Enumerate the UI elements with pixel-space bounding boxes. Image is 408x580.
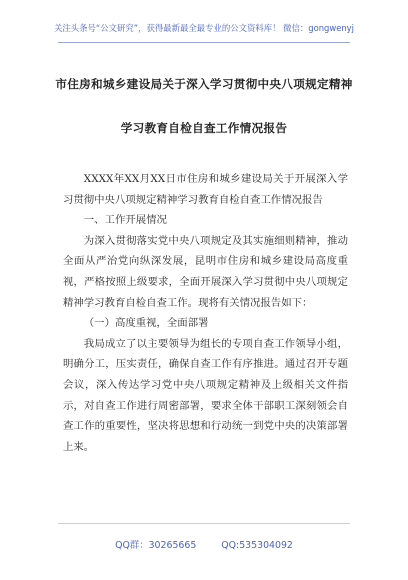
intro-paragraph: XXXX年XX月XX日市住房和城乡建设局关于开展深入学习贯彻中央八项规定精神学习教育自检自查工作情况报告 <box>63 173 348 206</box>
footer <box>0 537 408 551</box>
header-banner: 关注头条号“公文研究”，获得最新最全最专业的公文资料库！ 微信：gongwenyj <box>54 23 354 33</box>
section-heading-work-status: 一、工作开展情况 <box>83 214 167 227</box>
document-title-line-2: 学习教育自检自查工作情况报告 <box>120 121 288 135</box>
body-paragraph: 为深入贯彻落实党中央八项规定及其实施细则精神，推动全面从严治党向纵深发展，昆明市住房和城乡建设局高度重视，严格按照上级要求，全面开展深入学习贯彻中央八项规定精神学习教育自检自查工作。现将有关情况报告如下： <box>63 234 348 309</box>
header-divider <box>58 42 350 43</box>
body-paragraph: 我局成立了以主要领导为组长的专项自查工作领导小组，明确分工，压实责任，确保自查工作有序推进。通过召开专题会议，深入传达学习党中央八项规定精神及上级相关文件指示，对自查工作进行周密部署，要求全体干部职工深刻领会自查工作的重要性，坚决将思想和行动统一到党中央的决策部署上来。 <box>63 337 348 453</box>
document-title-line-1: 市住房和城乡建设局关于深入学习贯彻中央八项规定精神 <box>55 77 353 91</box>
document-body <box>63 169 348 457</box>
footer-qq-number: QQ:535304092 <box>221 540 293 551</box>
subsection-heading: （一）高度重视，全面部署 <box>83 317 209 330</box>
footer-qq-group: QQ群：30265665 <box>115 540 197 551</box>
footer-divider <box>58 523 350 524</box>
